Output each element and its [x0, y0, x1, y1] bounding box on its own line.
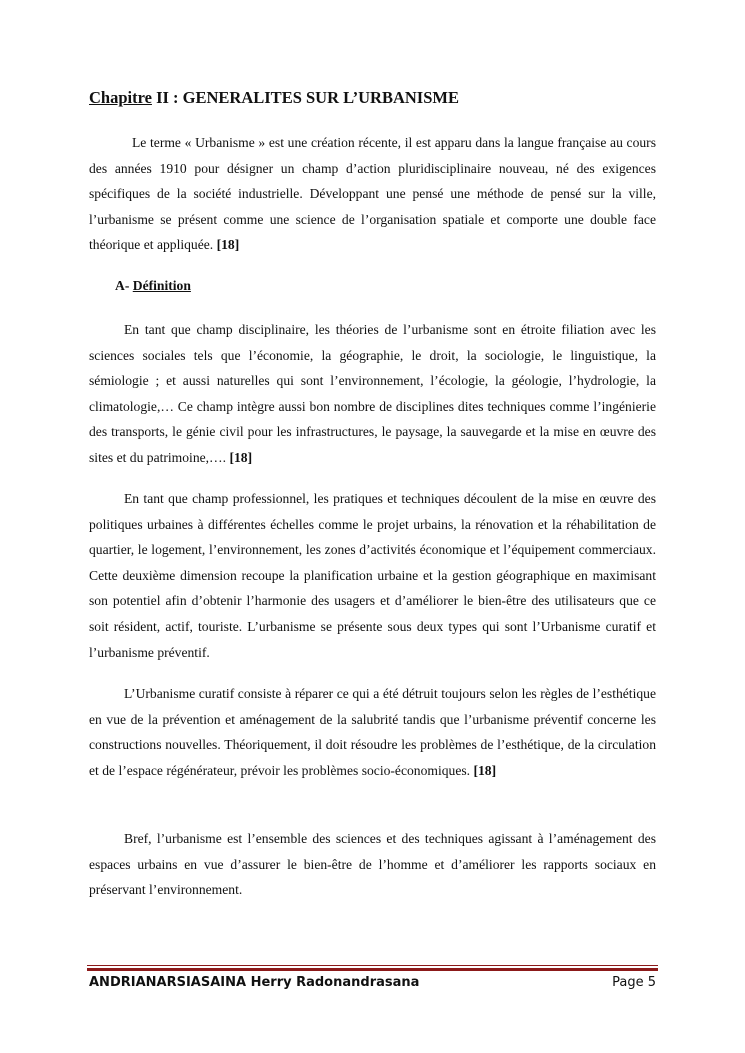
chapter-label: Chapitre	[89, 88, 152, 107]
paragraph-curative	[89, 681, 656, 783]
footer-divider-thin	[87, 965, 658, 966]
reference-citation: [18]	[473, 762, 497, 778]
paragraph-professional	[89, 486, 656, 665]
chapter-title-text: II : GENERALITES SUR L’URBANISME	[151, 88, 459, 107]
paragraph-text: En tant que champ disciplinaire, les théories de l’urbanisme sont en étroite filiation avec les sciences sociales tels que l’économie, la géographie, le droit, la sociologie, le linguistique, la sémiologie ; et aussi naturelles qui sont l’environnement, l’écologie, la géologie, l’hydrologie, la climatologie,… Ce champ intègre aussi bon nombre de disciplines dites techniques comme l’ingénierie des transports, le génie civil pour les infrastructures, le paysage, la sauvegarde et la mise en œuvre des sites et du patrimoine,….	[89, 322, 656, 465]
paragraph-disciplinary	[89, 317, 656, 471]
paragraph-text: Bref, l’urbanisme est l’ensemble des sciences et des techniques agissant à l’aménagement des espaces urbains en vue d’assurer le bien-être de l’homme et d’améliorer les rapports sociaux en préservant l’environnement.	[89, 831, 656, 898]
section-title: Définition	[132, 278, 191, 293]
intro-text: Le terme « Urbanisme » est une création récente, il est apparu dans la langue française au cours des années 1910 pour désigner un champ d’action pluridisciplinaire nouveau, né des exigences spécifiques de la société industrielle. Développant une pensé une méthode de pensé sur la ville, l’urbanisme se présent comme une science de l’organisation spatiale et comporte une double face théorique et appliquée.	[89, 135, 656, 253]
chapter-title	[89, 88, 459, 108]
reference-citation: [18]	[216, 237, 240, 253]
section-heading-definition	[115, 278, 191, 294]
paragraph-text: L’Urbanisme curatif consiste à réparer ce qui a été détruit toujours selon les règles de l’esthétique en vue de la prévention et aménagement de la salubrité tandis que l’urbanisme préventif concerne les constructions nouvelles. Théoriquement, il doit résoudre les problèmes de l’esthétique, de la circulation et de l’espace régénérateur, prévoir les problèmes socio-économiques.	[89, 686, 656, 778]
paragraph-text: En tant que champ professionnel, les pratiques et techniques découlent de la mise en œuvre des politiques urbaines à différentes échelles comme le projet urbains, la rénovation et la réhabilitation de quartier, le logement, l’environnement, les zones d’activités économique et l’équipement commerciaux. Cette deuxième dimension recoupe la planification urbaine et la gestion géographique en maximisant son potentiel afin d’obtenir l’harmonie des usagers et d’améliorer le bien-être des utilisateurs que ce soit résident, actif, touriste. L’urbanisme se présente sous deux types qui sont l’Urbanisme curatif et l’urbanisme préventif.	[89, 491, 656, 660]
section-prefix: A-	[115, 278, 133, 293]
page-number: Page 5	[612, 975, 656, 990]
footer-divider-thick	[87, 968, 658, 971]
footer-author: ANDRIANARSIASAINA Herry Radonandrasana	[89, 975, 420, 990]
intro-paragraph	[89, 130, 656, 258]
paragraph-conclusion	[89, 826, 656, 903]
reference-citation: [18]	[229, 449, 253, 465]
